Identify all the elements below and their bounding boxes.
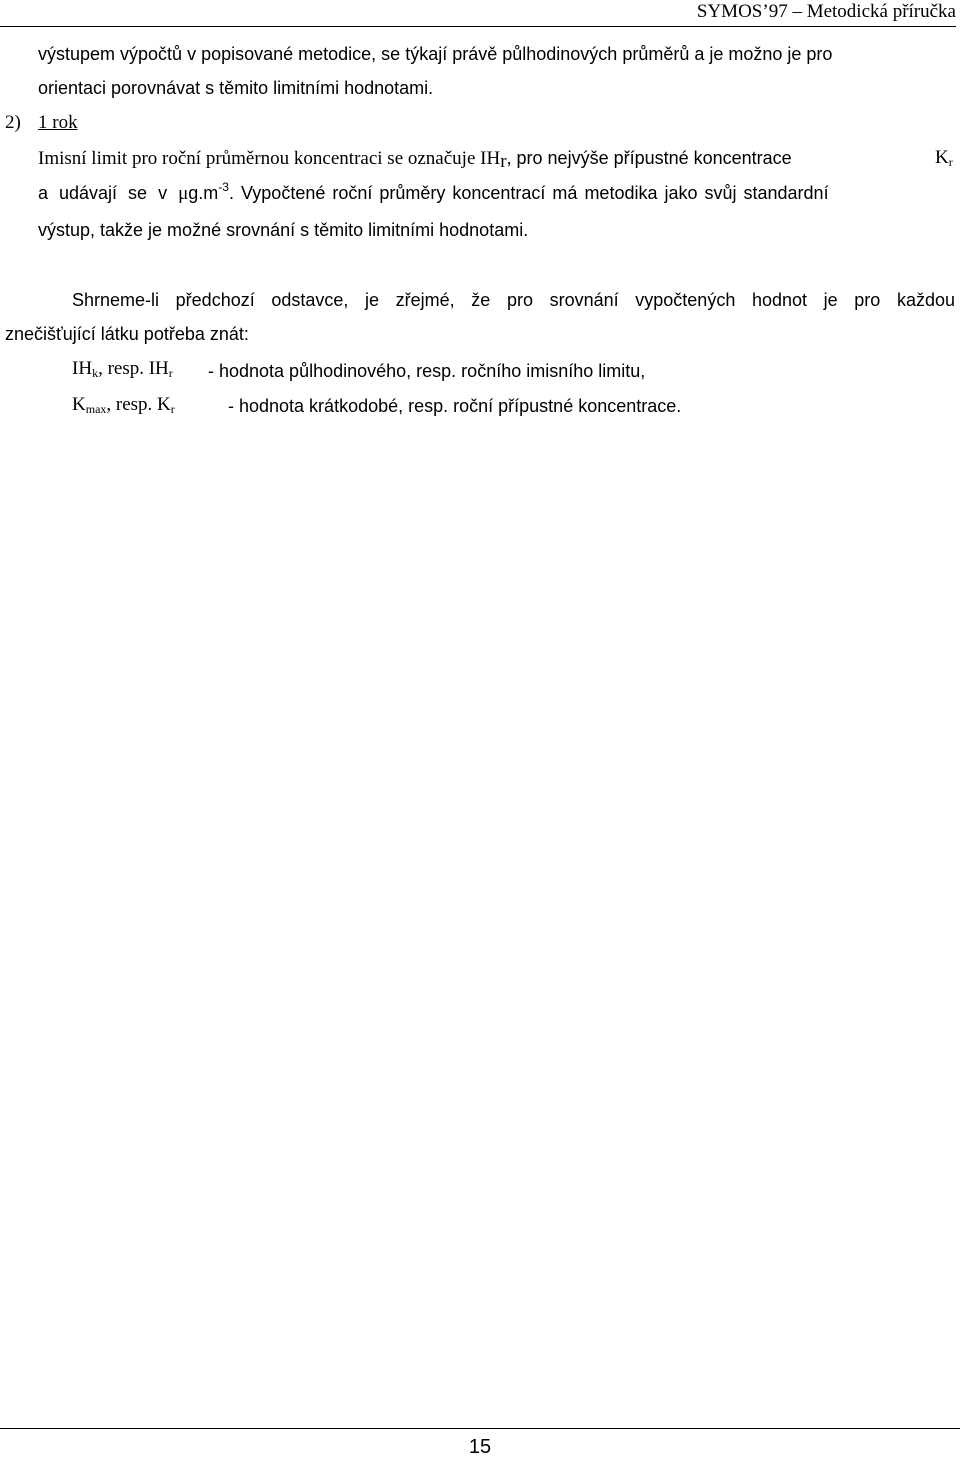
- list-item-1: [72, 357, 173, 381]
- section2-line2-text-b: . Vypočtené roční průměry koncentrací má metodika jako svůj standardní: [228, 183, 829, 203]
- summary-line1: [72, 288, 955, 312]
- summary-line1-text: Shrneme-li předchozí odstavce, je zřejmé, že pro srovnání vypočtených hodnot je pro každou: [72, 290, 955, 310]
- ih-k-sub: k: [92, 366, 99, 380]
- footer-rule: [0, 1428, 960, 1429]
- unit-text: g.m: [188, 183, 219, 203]
- unit-exponent: -3: [218, 180, 229, 194]
- summary-line2: znečišťující látku potřeba znát:: [5, 324, 249, 344]
- paragraph1-line1: výstupem výpočtů v popisované metodice, se týkají právě půlhodinových průměrů a je možno je pro: [38, 44, 833, 64]
- k-sub: r: [948, 155, 953, 169]
- list-item-2: [72, 393, 175, 417]
- k-r-label: , resp. K: [106, 394, 171, 415]
- ih-r-sub: r: [168, 366, 173, 380]
- section2-line1: [38, 146, 792, 171]
- section2-line1-text-a: Imisní limit pro roční průměrnou koncentraci se označuje IH: [38, 148, 501, 169]
- ih-r-label: , resp. IH: [98, 358, 169, 379]
- running-header: SYMOS’97 – Metodická příručka: [0, 1, 956, 27]
- ih-k-label: IH: [72, 358, 93, 379]
- section2-line2: [38, 181, 958, 206]
- section2-line1-text-b: , pro nejvýše přípustné koncentrace: [506, 148, 792, 168]
- mu-symbol: μ: [178, 183, 189, 204]
- section2-line1-k: [935, 146, 953, 170]
- list-item-2-desc: - hodnota krátkodobé, resp. roční přípustné koncentrace.: [228, 396, 682, 416]
- section-heading: 1 rok: [38, 112, 78, 133]
- section2-line2-text-a: a udávají se v: [38, 183, 179, 203]
- section2-line3: výstup, takže je možné srovnání s těmito limitními hodnotami.: [38, 220, 529, 240]
- list-item-1-desc: - hodnota půlhodinového, resp. ročního imisního limitu,: [208, 361, 646, 381]
- k-r-sub: r: [170, 402, 175, 416]
- section-number: 2): [5, 112, 21, 133]
- k-symbol: K: [935, 147, 949, 168]
- section2-line1-sub: r: [500, 151, 507, 172]
- page-number: 15: [468, 1436, 492, 1458]
- k-max-label: K: [72, 394, 86, 415]
- k-max-sub: max: [85, 402, 107, 416]
- paragraph1-line2: orientaci porovnávat s těmito limitními hodnotami.: [38, 78, 434, 98]
